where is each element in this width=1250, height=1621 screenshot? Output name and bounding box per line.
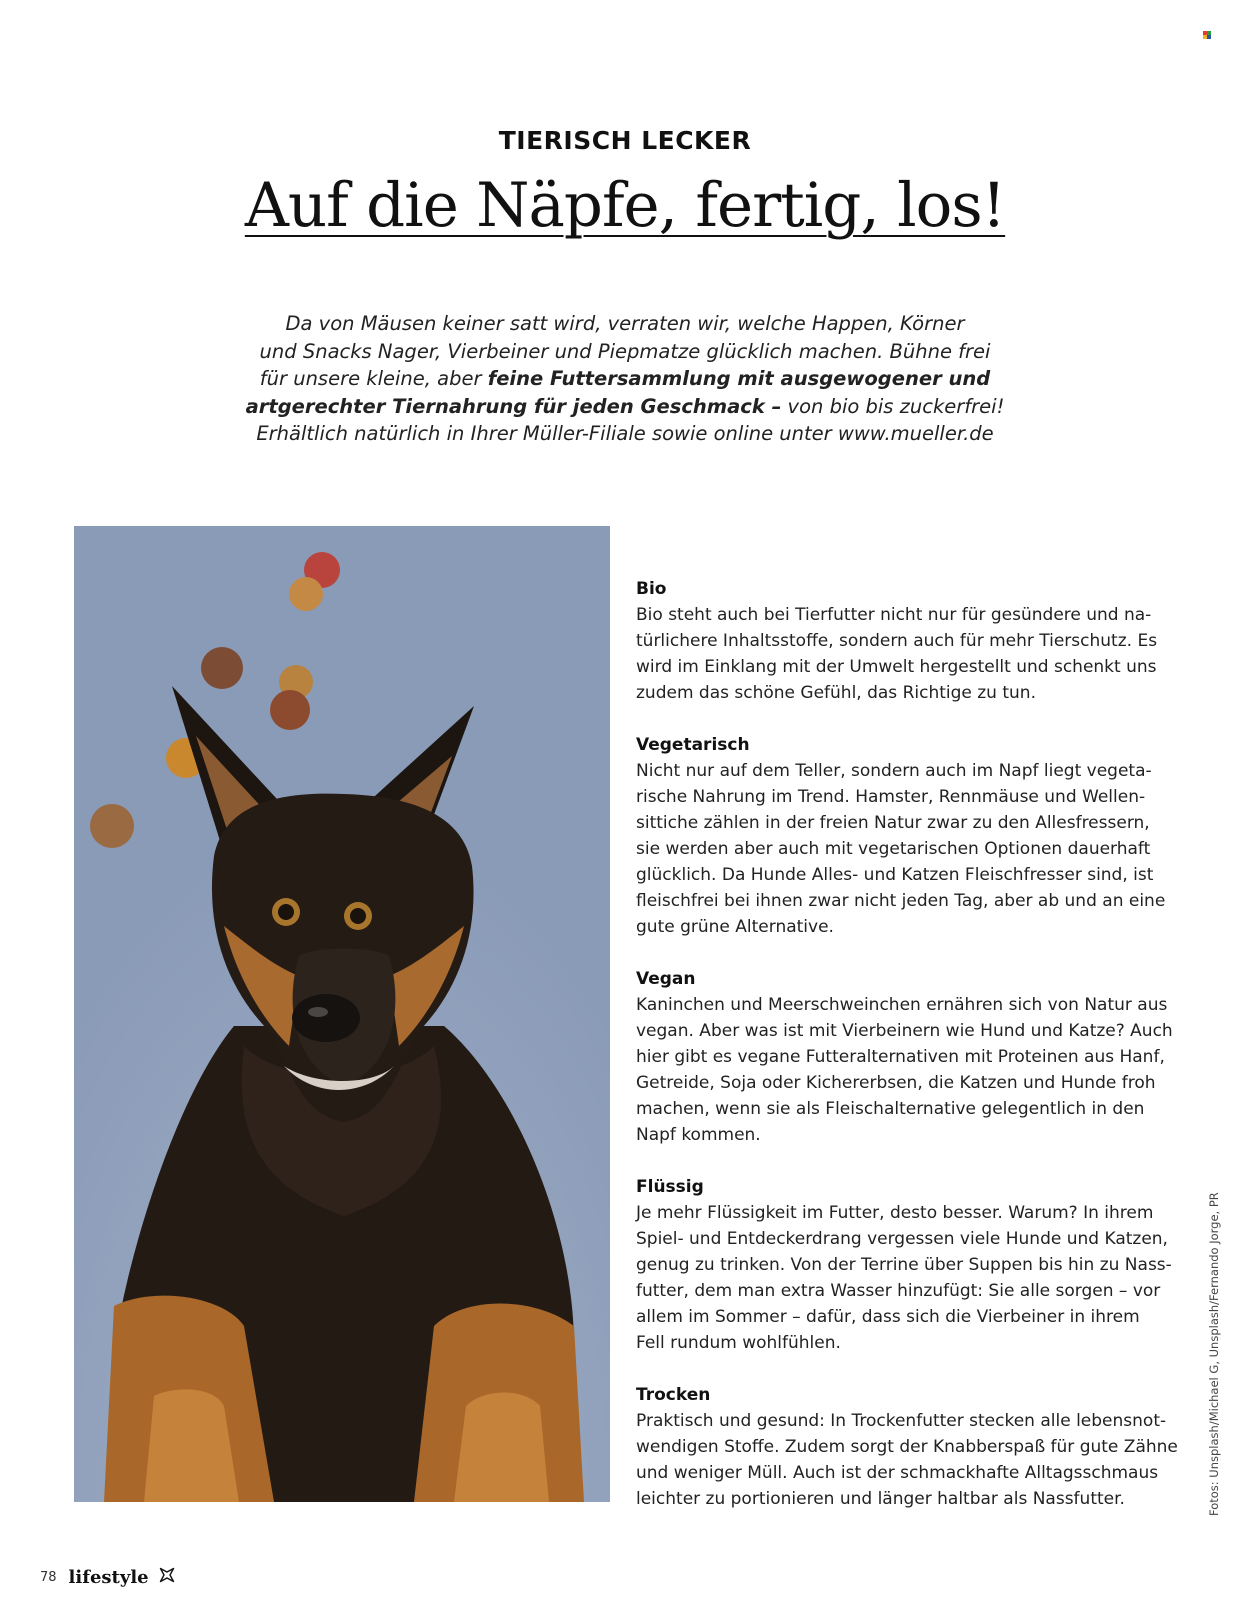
section-trocken — [636, 1382, 1176, 1512]
intro-line: Erhältlich natürlich in Ihrer Müller-Filiale sowie online unter www.mueller.de — [256, 422, 994, 445]
intro-line: und Snacks Nager, Vierbeiner und Piepmatze glücklich machen. Bühne frei — [259, 339, 991, 363]
intro-line — [205, 393, 1045, 421]
magazine-brand: lifestyle — [68, 1566, 149, 1588]
body-line: Bio steht auch bei Tierfutter nicht nur für gesündere und na- — [636, 605, 1152, 625]
body-line: gute grüne Alternative. — [636, 917, 834, 937]
intro-highlight: feine Futtersammlung mit ausgewogener und — [487, 367, 991, 390]
section-kicker: TIERISCH LECKER — [498, 126, 752, 155]
body-line: Je mehr Flüssigkeit im Futter, desto besser. Warum? In ihrem — [636, 1203, 1154, 1223]
body-line: rische Nahrung im Trend. Hamster, Rennmäuse und Wellen- — [636, 787, 1146, 807]
article-body — [636, 576, 1176, 1538]
page-title-text: Auf die Näpfe, fertig, los! — [244, 170, 1006, 241]
intro-text: von bio bis zuckerfrei! — [781, 394, 1005, 418]
section-heading: Flüssig — [636, 1177, 704, 1197]
body-line: futter, dem man extra Wasser hinzufügt: Sie alle sorgen – vor — [636, 1281, 1161, 1301]
intro-line — [205, 365, 1045, 393]
body-line: wird im Einklang mit der Umwelt hergestellt und schenkt uns — [636, 657, 1157, 677]
body-line: genug zu trinken. Von der Terrine über Suppen bis hin zu Nass- — [636, 1255, 1172, 1275]
body-line: Napf kommen. — [636, 1125, 761, 1145]
body-line: und weniger Müll. Auch ist der schmackhafte Alltagsschmaus — [636, 1463, 1159, 1483]
body-line: fleischfrei bei ihnen zwar nicht jeden Tag, aber ab und an eine — [636, 891, 1166, 911]
section-bio — [636, 576, 1176, 706]
body-line: machen, wenn sie als Fleischalternative gelegentlich in den — [636, 1099, 1145, 1119]
body-line: sie werden aber auch mit vegetarischen Optionen dauerhaft — [636, 839, 1151, 859]
body-line: hier gibt es vegane Futteralternativen mit Proteinen aus Hanf, — [636, 1047, 1165, 1067]
intro-text: für unsere kleine, aber — [259, 367, 488, 390]
section-vegetarisch — [636, 732, 1176, 940]
section-heading: Vegan — [636, 969, 696, 989]
body-line: Spiel- und Entdeckerdrang vergessen viele Hunde und Katzen, — [636, 1229, 1168, 1249]
mueller-logo-icon — [159, 1567, 175, 1587]
registration-mark-icon — [1203, 31, 1212, 39]
section-fluessig — [636, 1174, 1176, 1356]
page-footer — [40, 1564, 175, 1590]
intro-line: Da von Mäusen keiner satt wird, verraten wir, welche Happen, Körner — [285, 312, 965, 335]
intro-highlight: artgerechter Tiernahrung für jeden Geschmack – — [245, 394, 782, 418]
body-line: glücklich. Da Hunde Alles- und Katzen Fleischfresser sind, ist — [636, 865, 1154, 885]
body-line: Praktisch und gesund: In Trockenfutter stecken alle lebensnot- — [636, 1411, 1167, 1431]
body-line: Getreide, Soja oder Kichererbsen, die Katzen und Hunde froh — [636, 1073, 1156, 1093]
body-line: wendigen Stoffe. Zudem sorgt der Knabberspaß für gute Zähne — [636, 1437, 1178, 1457]
intro-paragraph — [205, 310, 1045, 448]
page-title — [0, 170, 1250, 241]
dog-photo — [74, 526, 610, 1502]
section-heading: Bio — [636, 579, 667, 599]
section-vegan — [636, 966, 1176, 1148]
body-line: vegan. Aber was ist mit Vierbeinern wie Hund und Katze? Auch — [636, 1021, 1173, 1041]
section-heading: Trocken — [636, 1385, 711, 1405]
section-heading: Vegetarisch — [636, 735, 750, 755]
body-line: Nicht nur auf dem Teller, sondern auch im Napf liegt vegeta- — [636, 761, 1152, 781]
body-line: zudem das schöne Gefühl, das Richtige zu tun. — [636, 683, 1036, 703]
body-line: türlichere Inhaltsstoffe, sondern auch für mehr Tierschutz. Es — [636, 631, 1158, 651]
body-line: sittiche zählen in der freien Natur zwar zu den Allesfressern, — [636, 813, 1150, 833]
page-number: 78 — [40, 1569, 57, 1585]
body-line: Fell rundum wohlfühlen. — [636, 1333, 841, 1353]
body-line: leichter zu portionieren und länger haltbar als Nassfutter. — [636, 1489, 1125, 1509]
body-line: Kaninchen und Meerschweinchen ernähren sich von Natur aus — [636, 995, 1168, 1015]
photo-credit: Fotos: Unsplash/Michael G, Unsplash/Fernando Jorge, PR — [1207, 1192, 1221, 1516]
body-line: allem im Sommer – dafür, dass sich die Vierbeiner in ihrem — [636, 1307, 1140, 1327]
